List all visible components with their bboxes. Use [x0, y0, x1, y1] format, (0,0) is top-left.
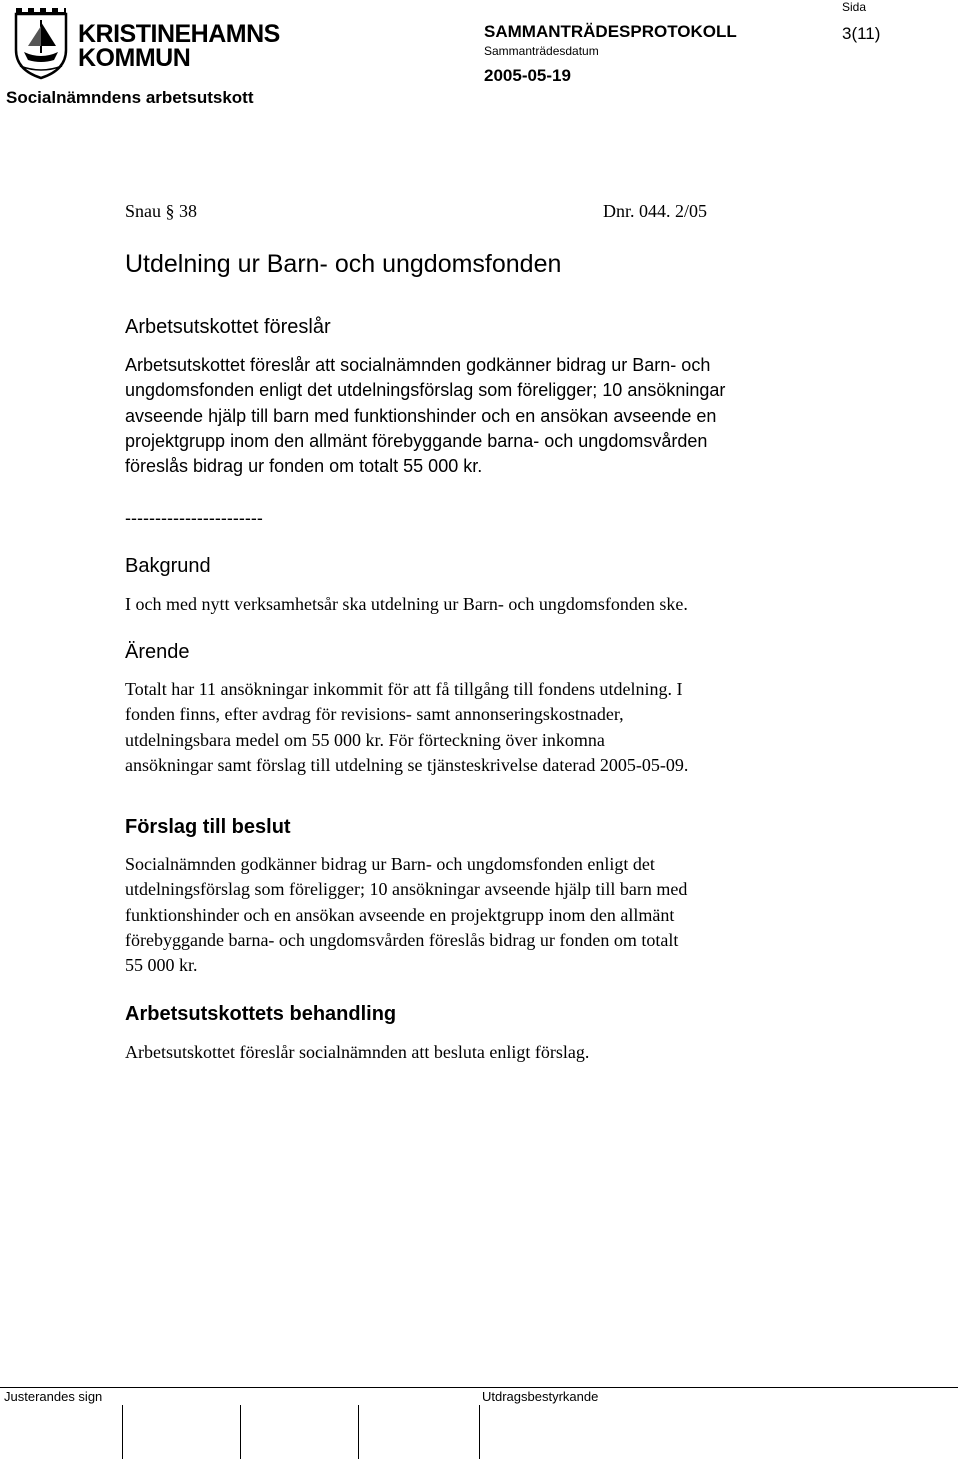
- signature-box-divider: [479, 1405, 480, 1459]
- organization-name: [78, 22, 280, 70]
- handling-text: Arbetsutskottet föreslår socialnämnden att besluta enligt förslag.: [125, 1042, 590, 1062]
- decision-proposal-text: [125, 852, 825, 978]
- matter-line: ansökningar samt förslag till utdelning se tjänsteskrivelse daterad 2005-05-09.: [125, 754, 689, 775]
- matter-line: fonden finns, efter avdrag för revisions- samt annonseringskostnader,: [125, 704, 624, 725]
- matter-heading: Ärende: [125, 641, 190, 663]
- proposal-text: [125, 353, 825, 479]
- background-text: I och med nytt verksamhetsår ska utdelning ur Barn- och ungdomsfonden ske.: [125, 594, 688, 614]
- signature-box-divider: [358, 1405, 359, 1459]
- decision-proposal-heading: Förslag till beslut: [125, 816, 291, 838]
- extract-certification-label: Utdragsbestyrkande: [482, 1389, 599, 1404]
- document-type: SAMMANTRÄDESPROTOKOLL: [484, 22, 737, 41]
- registration-number: Dnr. 044. 2/05: [603, 201, 708, 221]
- matter-line: utdelningsbara medel om 55 000 kr. För förteckning över inkomna: [125, 729, 605, 750]
- proposal-heading: Arbetsutskottet föreslår: [125, 316, 331, 338]
- proposal-line: ungdomsfonden enligt det utdelningsförslag som föreligger; 10 ansökningar: [125, 380, 726, 401]
- proposal-line: projektgrupp inom den allmänt förebyggande barna- och ungdomsvården: [125, 430, 708, 451]
- decision-line: Socialnämnden godkänner bidrag ur Barn- och ungdomsfonden enligt det: [125, 854, 655, 874]
- committee-name: Socialnämndens arbetsutskott: [6, 88, 254, 107]
- meeting-date: 2005-05-19: [484, 66, 571, 85]
- decision-line: förebyggande barna- och ungdomsvården föreslås bidrag ur fonden om totalt: [125, 929, 679, 950]
- handling-heading: Arbetsutskottets behandling: [125, 1003, 397, 1025]
- page-label: Sida: [842, 0, 867, 14]
- matter-line: Totalt har 11 ansökningar inkommit för att få tillgång till fondens utdelning. I: [125, 679, 683, 699]
- proposal-line: Arbetsutskottet föreslår att socialnämnden godkänner bidrag ur Barn- och: [125, 355, 711, 375]
- organization-name-line1: KRISTINEHAMNS: [78, 20, 280, 48]
- municipality-logo-icon: [12, 6, 70, 80]
- page-number: 3(11): [842, 24, 881, 43]
- page-title: Utdelning ur Barn- och ungdomsfonden: [125, 250, 562, 278]
- proposal-line: avseende hjälp till barn med funktionshinder och en ansökan avseende en: [125, 405, 717, 426]
- date-label: Sammanträdesdatum: [484, 44, 599, 58]
- signature-label: Justerandes sign: [4, 1389, 103, 1404]
- decision-line: funktionshinder och en ansökan avseende en projektgrupp inom den allmänt: [125, 904, 675, 925]
- proposal-line: föreslås bidrag ur fonden om totalt 55 000 kr.: [125, 456, 483, 477]
- matter-text: [125, 677, 825, 778]
- signature-box-divider: [240, 1405, 241, 1459]
- background-heading: Bakgrund: [125, 555, 211, 577]
- organization-name-line2: KOMMUN: [78, 44, 191, 72]
- separator: -----------------------: [125, 508, 263, 528]
- footer-divider: [0, 1387, 958, 1388]
- case-number: Snau § 38: [125, 201, 197, 221]
- decision-line: 55 000 kr.: [125, 955, 198, 976]
- signature-box-divider: [122, 1405, 123, 1459]
- decision-line: utdelningsförslag som föreligger; 10 ansökningar avseende hjälp till barn med: [125, 879, 688, 900]
